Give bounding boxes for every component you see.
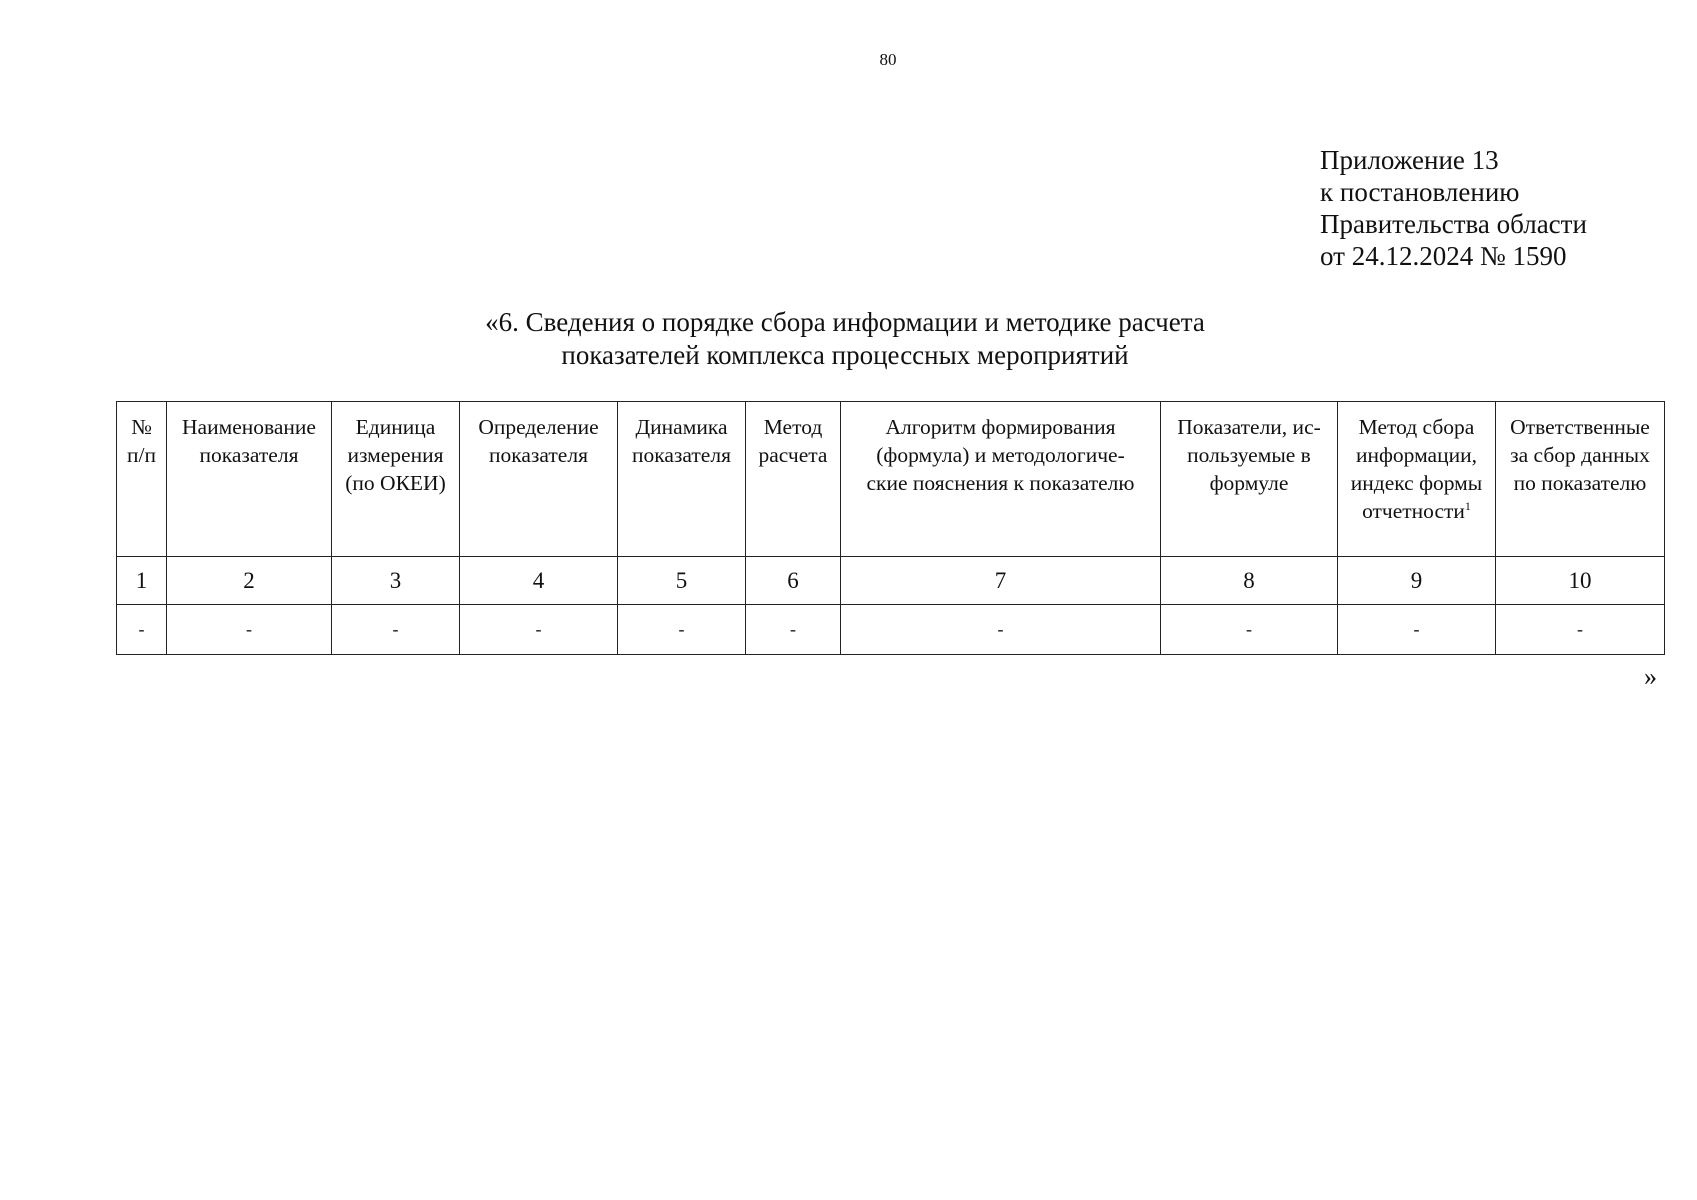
header-cell-number: № п/п xyxy=(117,402,167,557)
column-number-row xyxy=(117,557,1665,605)
column-number-cell: 9 xyxy=(1338,557,1496,605)
table-cell: - xyxy=(167,605,332,655)
header-cell-dynamics: Динамика показателя xyxy=(618,402,746,557)
page-number: 80 xyxy=(879,50,897,69)
table-cell: - xyxy=(841,605,1161,655)
footnote-mark: 1 xyxy=(1464,498,1471,513)
section-title-line: показателей комплекса процессных мероприятий xyxy=(561,340,1129,370)
table-cell: - xyxy=(618,605,746,655)
appendix-line: Приложение 13 xyxy=(1320,145,1499,175)
header-cell-definition: Определение показателя xyxy=(460,402,618,557)
table-row xyxy=(117,605,1665,655)
column-number-cell: 4 xyxy=(460,557,618,605)
table-cell: - xyxy=(1161,605,1338,655)
table-cell: - xyxy=(746,605,841,655)
table-cell: - xyxy=(332,605,460,655)
column-number-cell: 8 xyxy=(1161,557,1338,605)
table-cell: - xyxy=(460,605,618,655)
header-cell-unit: Единица измерения (по ОКЕИ) xyxy=(332,402,460,557)
closing-quote: » xyxy=(1644,662,1657,691)
appendix-line: к постановлению xyxy=(1320,177,1520,207)
appendix-line: от 24.12.2024 № 1590 xyxy=(1320,241,1567,271)
column-number-cell: 3 xyxy=(332,557,460,605)
section-title-line: «6. Сведения о порядке сбора информации и методике расчета xyxy=(485,307,1205,337)
column-number-cell: 1 xyxy=(117,557,167,605)
appendix-reference xyxy=(1320,144,1587,272)
appendix-line: Правительства области xyxy=(1320,209,1587,239)
header-cell-formula-indicators: Показатели, ис- пользуемые в формуле xyxy=(1161,402,1338,557)
column-number-cell: 6 xyxy=(746,557,841,605)
table-cell: - xyxy=(117,605,167,655)
table-cell: - xyxy=(1496,605,1665,655)
table-header-row xyxy=(117,402,1665,557)
header-cell-collection-method: Метод сбора информации, индекс формы отчетности$^1$ xyxy=(1338,402,1496,557)
column-number-cell: 7 xyxy=(841,557,1161,605)
section-title xyxy=(340,306,1350,372)
table-cell: - xyxy=(1338,605,1496,655)
indicators-table xyxy=(116,401,1665,655)
column-number-cell: 10 xyxy=(1496,557,1665,605)
header-cell-responsible: Ответственные за сбор данных по показателю xyxy=(1496,402,1665,557)
column-number-cell: 5 xyxy=(618,557,746,605)
header-cell-algorithm: Алгоритм формирования (формула) и методологиче- ские пояснения к показателю xyxy=(841,402,1161,557)
column-number-cell: 2 xyxy=(167,557,332,605)
header-cell-name: Наименование показателя xyxy=(167,402,332,557)
header-cell-calc-method: Метод расчета xyxy=(746,402,841,557)
